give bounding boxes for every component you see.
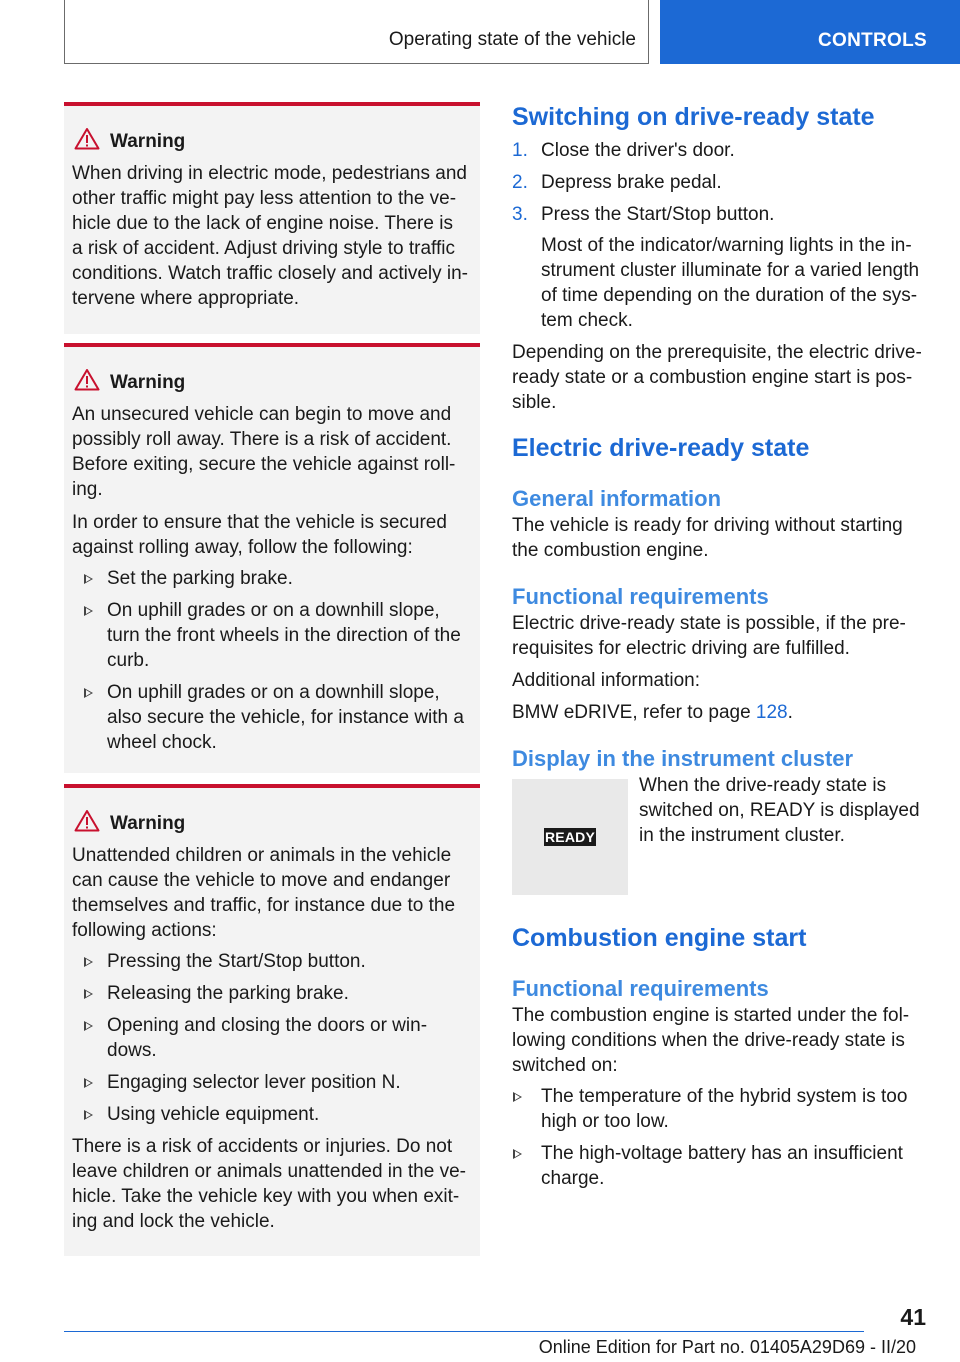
footer-edition: Online Edition for Part no. 01405A29D69 - II/20	[538, 1337, 916, 1357]
heading-functional-requirements: Functional requirements	[512, 584, 769, 609]
warning-text: An unsecured vehicle can begin to move and possibly roll away. There is a risk of accident. Before exiting, secure the vehicle against roll-ing.	[72, 404, 456, 500]
list-item: On uphill grades or on a downhill slope, turn the front wheels in the direction of the curb.	[72, 598, 468, 673]
heading-electric-drive-ready: Electric drive-ready state	[512, 434, 810, 462]
list-item: 2. Depress brake pedal.	[512, 172, 722, 193]
list-item: Using vehicle equipment.	[72, 1102, 468, 1127]
heading-display-instrument-cluster: Display in the instrument cluster	[512, 746, 854, 771]
page-number: 41	[900, 1304, 926, 1330]
bullet-arrow-icon	[513, 1149, 522, 1159]
warning-box-unattended-children	[64, 784, 480, 1256]
bullet-arrow-icon	[84, 574, 93, 584]
list-item: Pressing the Start/Stop button.	[72, 949, 468, 974]
warning-bullet-list	[72, 566, 468, 755]
header-chapter-title: CONTROLS	[817, 30, 927, 51]
warning-triangle-icon	[74, 809, 100, 832]
header-section-title: Operating state of the vehicle	[388, 29, 636, 50]
list-item: 1. Close the driver's door.	[512, 140, 735, 161]
paragraph: Depending on the prerequisite, the electric drive-ready state or a combustion engine start is pos-sible.	[512, 342, 922, 413]
list-item: Engaging selector lever position N.	[72, 1070, 468, 1095]
step-number: 3.	[512, 204, 528, 225]
list-item: The temperature of the hybrid system is too high or too low.	[512, 1084, 930, 1134]
warning-box-electric-mode	[64, 102, 480, 334]
paragraph: Electric drive-ready state is possible, if the pre-requisites for electric driving are fulfilled.	[512, 613, 906, 659]
page-link[interactable]: 128	[755, 702, 788, 723]
bullet-arrow-icon	[84, 688, 93, 698]
bullet-arrow-icon	[84, 606, 93, 616]
heading-switching-on: Switching on drive-ready state	[512, 103, 875, 131]
bullet-arrow-icon	[84, 989, 93, 999]
list-item: Opening and closing the doors or win-dows.	[72, 1013, 468, 1063]
paragraph: Additional information:	[512, 670, 700, 691]
bullet-arrow-icon	[84, 1021, 93, 1031]
warning-title: Warning	[110, 371, 468, 394]
header-chapter-tab	[660, 0, 960, 64]
warning-text: When driving in electric mode, pedestrians and other traffic might pay less attention to the ve-hicle due to the lack of engine noise. There is a risk of accident. Adjust driving style to traffic conditions. Watch traffic closely and actively in-tervene where appropriate.	[72, 163, 469, 309]
bullet-arrow-icon	[84, 1078, 93, 1088]
step-number: 2.	[512, 172, 528, 193]
bullet-arrow-icon	[84, 1110, 93, 1120]
heading-functional-requirements: Functional requirements	[512, 976, 769, 1001]
warning-title: Warning	[110, 812, 468, 835]
paragraph: When the drive-ready state is switched on, READY is displayed in the instrument cluster.	[639, 775, 920, 846]
step-note: Most of the indicator/warning lights in the in-strument cluster illuminate for a varied length of time depending on the duration of the sys-tem check.	[541, 235, 920, 331]
list-item: Releasing the parking brake.	[72, 981, 468, 1006]
warning-text: In order to ensure that the vehicle is secured against rolling away, follow the following:	[72, 512, 447, 558]
warning-text: There is a risk of accidents or injuries. Do not leave children or animals unattended in the ve-hicle. Take the vehicle key with you when exit-ing and lock the vehicle.	[72, 1136, 466, 1232]
bullet-arrow-icon	[84, 957, 93, 967]
bullet-arrow-icon	[513, 1092, 522, 1102]
list-item: On uphill grades or on a downhill slope, also secure the vehicle, for instance with a wheel chock.	[72, 680, 468, 755]
ready-badge: READY	[544, 829, 595, 845]
warning-box-unsecured-vehicle	[64, 343, 480, 773]
warning-title: Warning	[110, 130, 468, 153]
paragraph: The combustion engine is started under the fol-lowing conditions when the drive-ready state is switched on:	[512, 1005, 910, 1076]
heading-combustion-engine-start: Combustion engine start	[512, 924, 807, 952]
step-number: 1.	[512, 140, 528, 161]
combustion-bullet-list	[512, 1084, 930, 1191]
paragraph: The vehicle is ready for driving without starting the combustion engine.	[512, 515, 903, 561]
warning-triangle-icon	[74, 127, 100, 150]
warning-triangle-icon	[74, 368, 100, 391]
display-figure-row	[512, 775, 930, 897]
heading-general-information: General information	[512, 486, 722, 511]
ready-indicator-image	[512, 779, 628, 895]
list-item: The high-voltage battery has an insufficient charge.	[512, 1141, 930, 1191]
warning-bullet-list	[72, 949, 468, 1127]
page-reference: BMW eDRIVE, refer to page 128.	[512, 702, 793, 723]
list-item: 3. Press the Start/Stop button. Most of the indicator/warning lights in the in-strument cluster illuminate for a varied length of time depending on the duration of the sys-tem check.	[512, 202, 930, 333]
footer-divider	[64, 1331, 864, 1332]
list-item: Set the parking brake.	[72, 566, 468, 591]
right-column	[512, 102, 930, 1198]
header-section-box	[64, 0, 649, 64]
warning-text: Unattended children or animals in the vehicle can cause the vehicle to move and endanger themselves and traffic, for instance due to the following actions:	[72, 845, 456, 941]
steps-list	[512, 138, 930, 333]
